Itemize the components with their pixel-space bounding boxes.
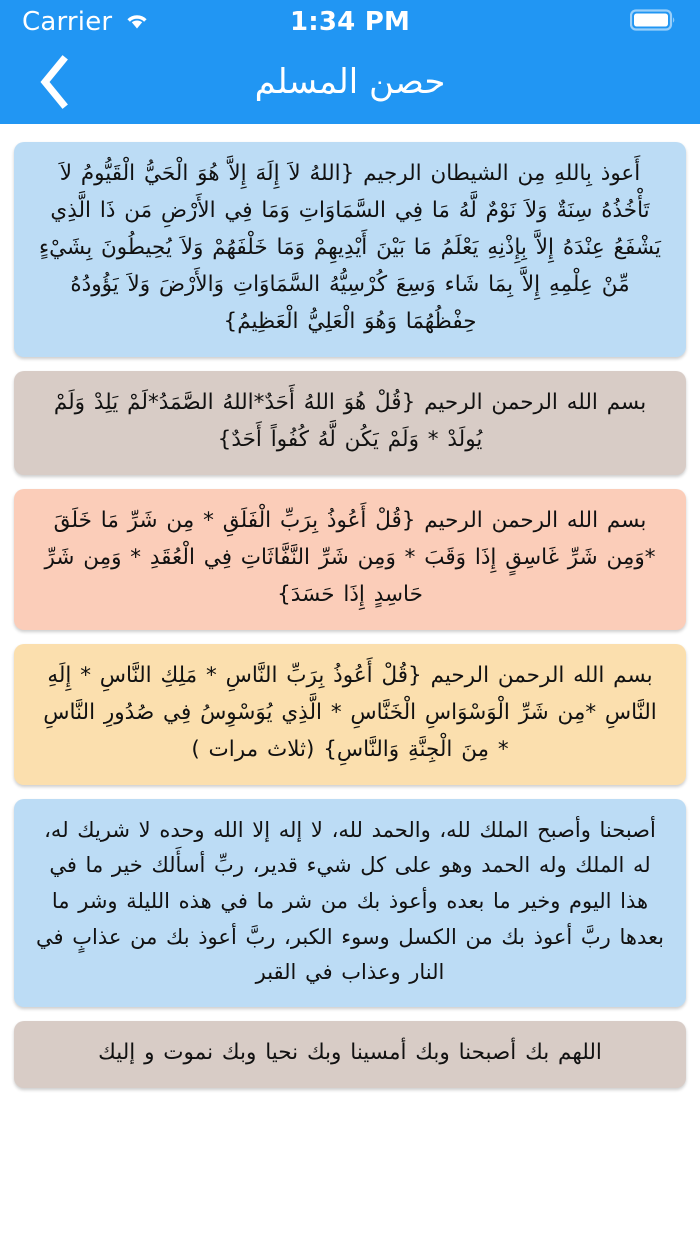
dua-text: أَعوذ بِاللهِ مِن الشيطان الرجيم {اللهُ لاَ إِلَهَ إِلاَّ هُوَ الْحَيُّ الْقَيُّومُ لاَ تَأْخُذُهُ سِنَةٌ وَلاَ نَوْمٌ لَّهُ مَا فِي السَّمَاوَاتِ وَمَا فِي الأَرْضِ مَن ذَا الَّذِي يَشْفَعُ عِنْدَهُ إِلاَّ بِإِذْنِهِ يَعْلَمُ مَا بَيْنَ أَيْدِيهِمْ وَمَا خَلْفَهُمْ وَلاَ يُحِيطُونَ بِشَيْءٍ مِّنْ عِلْمِهِ إِلاَّ بِمَا شَاء وَسِعَ كُرْسِيُّهُ السَّمَاوَاتِ وَالأَرْضَ وَلاَ يَؤُودُهُ حِفْظُهُمَا وَهُوَ الْعَلِيُّ الْعَظِيمُ} [38, 161, 662, 334]
back-button[interactable] [20, 44, 90, 124]
dua-card[interactable] [14, 644, 686, 785]
dua-list[interactable] [0, 124, 700, 1244]
wifi-icon [122, 9, 152, 35]
chevron-left-icon [37, 54, 73, 114]
navigation-bar [0, 44, 700, 124]
battery-full-icon [630, 8, 678, 36]
battery-group [630, 8, 678, 36]
carrier-label: Carrier [22, 7, 113, 37]
dua-text: بسم الله الرحمن الرحيم {قُلْ أَعُوذُ بِرَبِّ النَّاسِ * مَلِكِ النَّاسِ * إِلَهِ النَّاسِ *مِن شَرِّ الْوَسْوَاسِ الْخَنَّاسِ * الَّذِي يُوَسْوِسُ فِي صُدُورِ النَّاسِ * مِنَ الْجِنَّةِ وَالنَّاسِ} (ثلاث مرات ) [43, 662, 657, 762]
carrier-group [22, 9, 152, 35]
dua-text: بسم الله الرحمن الرحيم {قُلْ أَعُوذُ بِرَبِّ الْفَلَقِ * مِن شَرِّ مَا خَلَقَ *وَمِن شَرِّ غَاسِقٍ إِذَا وَقَبَ * وَمِن شَرِّ النَّفَّاثَاتِ فِي الْعُقَدِ * وَمِن شَرِّ حَاسِدٍ إِذَا حَسَدَ} [44, 507, 656, 607]
page-title: حصن المسلم [254, 62, 446, 102]
dua-card[interactable] [14, 799, 686, 1007]
dua-text: أصبحنا وأصبح الملك لله، والحمد لله، لا إله إلا الله وحده لا شريك له، له الملك وله الحمد وهو على كل شيء قدير، ربِّ أسأَلك خير ما في هذا اليوم وخير ما بعده وأعوذ بك من شر ما في هذه الليلة وشر ما بعدها ربَّ أعوذ بك من الكسل وسوء الكبر، ربَّ أعوذ بك من عذابٍ في النار وعذاب في القبر [36, 817, 664, 985]
dua-text: بسم الله الرحمن الرحيم {قُلْ هُوَ اللهُ أَحَدٌ*اللهُ الصَّمَدُ*لَمْ يَلِدْ وَلَمْ يُولَدْ * وَلَمْ يَكُن لَّهُ كُفُواً أَحَدٌ} [53, 389, 647, 452]
dua-card[interactable] [14, 1021, 686, 1088]
dua-card[interactable] [14, 371, 686, 475]
dua-card[interactable] [14, 489, 686, 630]
status-bar [0, 0, 700, 44]
dua-text: اللهم بك أصبحنا وبك أمسينا وبك نحيا وبك نموت و إليك [98, 1040, 602, 1066]
dua-card[interactable] [14, 142, 686, 357]
status-bar-time: 1:34 PM [289, 7, 411, 37]
